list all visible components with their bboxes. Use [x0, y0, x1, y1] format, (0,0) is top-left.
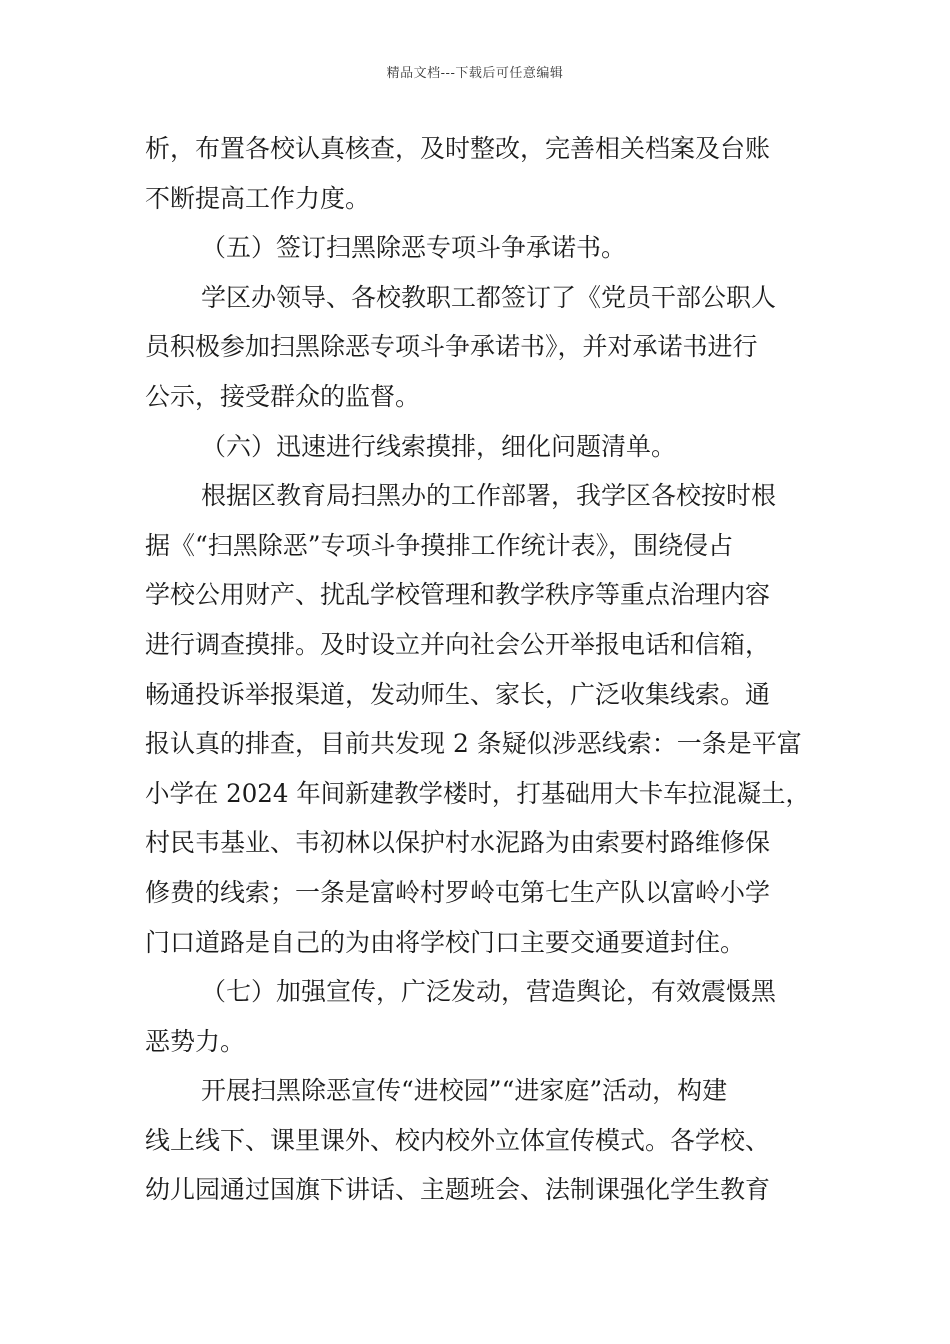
document-body	[145, 124, 810, 1215]
text-line: 不断提高工作力度。	[145, 183, 371, 213]
section-heading: （七）加强宣传，广泛发动，营造舆论，有效震慑黑	[201, 977, 777, 1007]
text-line: 员积极参加扫黑除恶专项斗争承诺书》，并对承诺书进行	[145, 332, 758, 362]
text-line: 村民韦基业、韦初林以保护村水泥路为由索要村路维修保	[145, 828, 771, 858]
text-line: 根据区教育局扫黑办的工作部署，我学区各校按时根	[201, 481, 777, 511]
text-line: 析，布置各校认真核查，及时整改，完善相关档案及台账	[145, 134, 771, 163]
section-heading: （五）签订扫黑除恶专项斗争承诺书。	[201, 233, 627, 263]
text-line: 线上线下、课里课外、校内校外立体宣传模式。各学校、	[145, 1125, 771, 1155]
text-line: 修费的线索；一条是富岭村罗岭屯第七生产队以富岭小学	[145, 877, 771, 907]
section-heading: （六）迅速进行线索摸排，细化问题清单。	[201, 431, 677, 461]
text-line: 开展扫黑除恶宣传“进校园”“进家庭”活动，构建	[201, 1076, 728, 1106]
text-line: 小学在 2024 年间新建教学楼时，打基础用大卡车拉混凝土，	[145, 778, 810, 808]
text-line: 进行调查摸排。及时设立并向社会公开举报电话和信箱，	[145, 629, 771, 659]
text-line: 幼儿园通过国旗下讲话、主题班会、法制课强化学生教育	[145, 1175, 771, 1205]
text-line: 学校公用财产、扰乱学校管理和教学秩序等重点治理内容	[145, 580, 771, 610]
text-line: 畅通投诉举报渠道，发动师生、家长，广泛收集线索。通	[145, 679, 771, 709]
text-line: 报认真的排查，目前共发现 2 条疑似涉恶线索：一条是平富	[145, 729, 802, 759]
text-line: 恶势力。	[145, 1026, 246, 1056]
text-line: 学区办领导、各校教职工都签订了《党员干部公职人	[201, 282, 777, 312]
text-line: 公示，接受群众的监督。	[145, 381, 421, 411]
page-header: 精品文档---下载后可任意编辑	[386, 66, 564, 81]
text-line: 据《“扫黑除恶”专项斗争摸排工作统计表》，围绕侵占	[145, 530, 734, 560]
text-line: 门口道路是自己的为由将学校门口主要交通要道封住。	[145, 927, 746, 957]
